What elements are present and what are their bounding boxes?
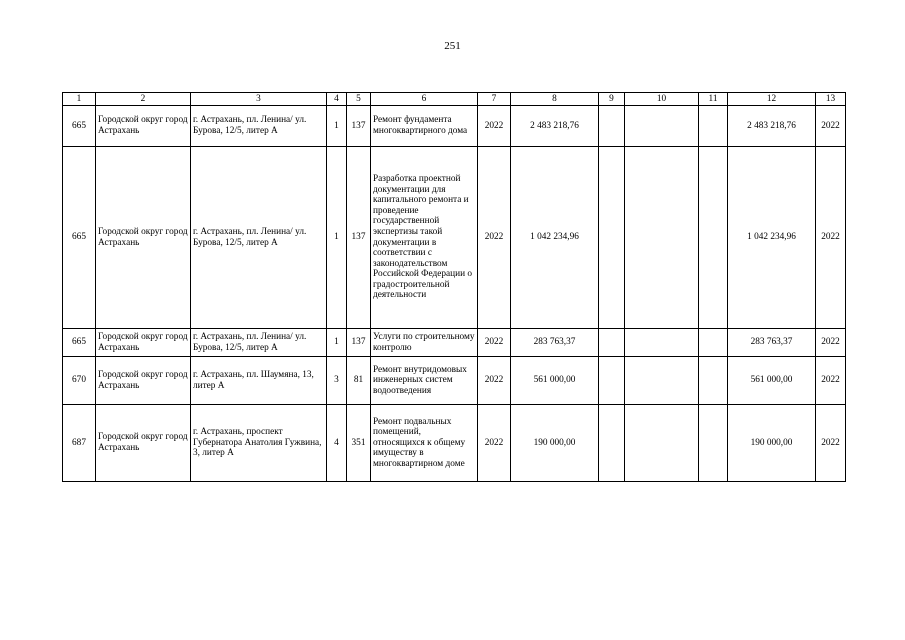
col5-cell: 351	[347, 405, 371, 482]
year-cell: 2022	[478, 405, 511, 482]
row-number: 665	[63, 106, 96, 147]
col11-cell	[699, 147, 728, 329]
col5-cell: 137	[347, 106, 371, 147]
col10-cell	[625, 357, 699, 405]
cost-total-cell: 2 483 218,76	[511, 106, 599, 147]
row-number: 665	[63, 329, 96, 357]
column-header-2: 2	[96, 93, 191, 106]
header-row	[63, 93, 846, 106]
col5-cell: 81	[347, 357, 371, 405]
row-number: 665	[63, 147, 96, 329]
column-header-5: 5	[347, 93, 371, 106]
col11-cell	[699, 106, 728, 147]
table-row	[63, 106, 846, 147]
work-description-cell: Разработка проектной документации для капитального ремонта и проведение государственной экспертизы такой документации в соответствии с законодательством Российской Федерации о градостроительной деятельности	[371, 147, 478, 329]
col4-cell: 1	[327, 106, 347, 147]
cost-fund-cell: 1 042 234,96	[728, 147, 816, 329]
municipality-cell: Городской округ город Астрахань	[96, 357, 191, 405]
table-row	[63, 405, 846, 482]
address-cell: г. Астрахань, пл. Ленина/ ул. Бурова, 12/5, литер А	[191, 329, 327, 357]
completion-year-cell: 2022	[816, 106, 846, 147]
work-description-cell: Ремонт фундамента многоквартирного дома	[371, 106, 478, 147]
table-row	[63, 357, 846, 405]
column-header-3: 3	[191, 93, 327, 106]
work-description-cell: Услуги по строительному контролю	[371, 329, 478, 357]
column-header-9: 9	[599, 93, 625, 106]
address-cell: г. Астрахань, проспект Губернатора Анатолия Гужвина, 3, литер А	[191, 405, 327, 482]
municipality-cell: Городской округ город Астрахань	[96, 147, 191, 329]
address-cell: г. Астрахань, пл. Ленина/ ул. Бурова, 12/5, литер А	[191, 147, 327, 329]
completion-year-cell: 2022	[816, 147, 846, 329]
cost-total-cell: 561 000,00	[511, 357, 599, 405]
cost-fund-cell: 283 763,37	[728, 329, 816, 357]
col9-cell	[599, 147, 625, 329]
col11-cell	[699, 357, 728, 405]
data-table	[62, 92, 846, 482]
work-description-cell: Ремонт подвальных помещений, относящихся к общему имуществу в многоквартирном доме	[371, 405, 478, 482]
cost-fund-cell: 190 000,00	[728, 405, 816, 482]
municipality-cell: Городской округ город Астрахань	[96, 106, 191, 147]
year-cell: 2022	[478, 329, 511, 357]
col4-cell: 1	[327, 329, 347, 357]
row-number: 670	[63, 357, 96, 405]
table-row	[63, 329, 846, 357]
column-header-8: 8	[511, 93, 599, 106]
address-cell: г. Астрахань, пл. Ленина/ ул. Бурова, 12/5, литер А	[191, 106, 327, 147]
municipality-cell: Городской округ город Астрахань	[96, 329, 191, 357]
cost-fund-cell: 2 483 218,76	[728, 106, 816, 147]
col5-cell: 137	[347, 147, 371, 329]
col10-cell	[625, 329, 699, 357]
col4-cell: 1	[327, 147, 347, 329]
col4-cell: 4	[327, 405, 347, 482]
col10-cell	[625, 405, 699, 482]
column-header-10: 10	[625, 93, 699, 106]
col9-cell	[599, 405, 625, 482]
column-header-4: 4	[327, 93, 347, 106]
year-cell: 2022	[478, 147, 511, 329]
page-number: 251	[444, 40, 461, 52]
col9-cell	[599, 106, 625, 147]
row-number: 687	[63, 405, 96, 482]
column-header-6: 6	[371, 93, 478, 106]
cost-total-cell: 283 763,37	[511, 329, 599, 357]
cost-total-cell: 1 042 234,96	[511, 147, 599, 329]
column-header-13: 13	[816, 93, 846, 106]
col5-cell: 137	[347, 329, 371, 357]
year-cell: 2022	[478, 106, 511, 147]
municipality-cell: Городской округ город Астрахань	[96, 405, 191, 482]
col9-cell	[599, 357, 625, 405]
col10-cell	[625, 147, 699, 329]
cost-fund-cell: 561 000,00	[728, 357, 816, 405]
col11-cell	[699, 329, 728, 357]
table-row	[63, 147, 846, 329]
col9-cell	[599, 329, 625, 357]
column-header-7: 7	[478, 93, 511, 106]
column-header-1: 1	[63, 93, 96, 106]
cost-total-cell: 190 000,00	[511, 405, 599, 482]
completion-year-cell: 2022	[816, 405, 846, 482]
address-cell: г. Астрахань, пл. Шаумяна, 13, литер А	[191, 357, 327, 405]
year-cell: 2022	[478, 357, 511, 405]
work-description-cell: Ремонт внутридомовых инженерных систем водоотведения	[371, 357, 478, 405]
completion-year-cell: 2022	[816, 357, 846, 405]
column-header-11: 11	[699, 93, 728, 106]
col11-cell	[699, 405, 728, 482]
col10-cell	[625, 106, 699, 147]
col4-cell: 3	[327, 357, 347, 405]
column-header-12: 12	[728, 93, 816, 106]
completion-year-cell: 2022	[816, 329, 846, 357]
